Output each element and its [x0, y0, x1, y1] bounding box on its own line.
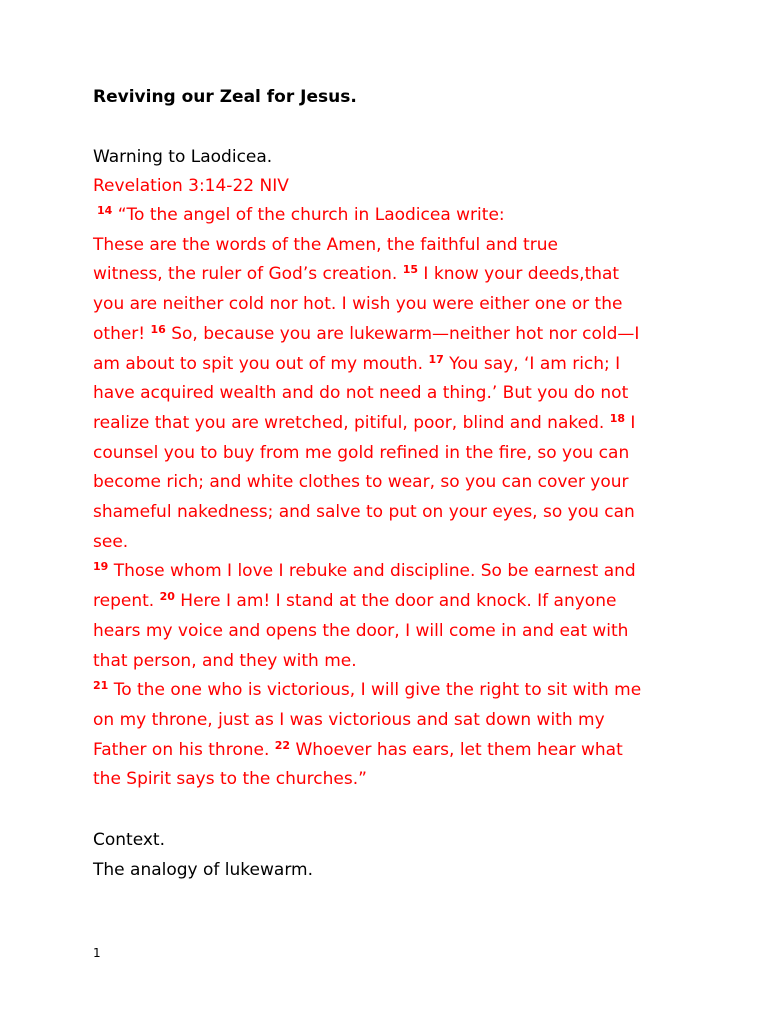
- passage-line: [93, 619, 628, 643]
- passage-line: [93, 767, 367, 791]
- passage-line: [93, 441, 629, 465]
- passage-line: [93, 500, 635, 524]
- verse-number: 16: [150, 322, 166, 336]
- verse-text: that person, and they with me.: [93, 650, 357, 671]
- verse-text: I know your deeds,that: [418, 264, 620, 285]
- verse-number: 14: [97, 204, 113, 217]
- verse-number: 18: [609, 411, 625, 425]
- verse-text: Whoever has ears, let them hear what: [290, 739, 623, 760]
- verse-text: You say, ‘I am rich; I: [443, 353, 621, 374]
- passage-line: [97, 203, 505, 227]
- verse-number: 15: [402, 263, 419, 277]
- passage-line: [93, 292, 622, 316]
- passage-line: [93, 381, 628, 405]
- verse-text: So, because you are lukewarm—neither hot nor cold—I: [165, 323, 640, 344]
- passage-line: [93, 411, 635, 435]
- section-heading: Warning to Laodicea.: [93, 147, 273, 167]
- passage-line: [93, 678, 641, 702]
- passage-line: [93, 559, 636, 583]
- verse-text: have acquired wealth and do not need a thing.’ But you do not: [93, 383, 629, 404]
- scripture-reference: Revelation 3:14-22 NIV: [93, 176, 289, 196]
- verse-text: counsel you to buy from me gold refined in the fire, so you can: [93, 442, 630, 463]
- context-heading: Context.: [93, 830, 166, 850]
- verse-text: the Spirit says to the churches.”: [93, 769, 367, 790]
- passage-line: [93, 530, 128, 554]
- passage-line: [93, 352, 620, 376]
- verse-number: 22: [274, 738, 291, 752]
- verse-text: These are the words of the Amen, the faithful and true: [93, 234, 558, 255]
- verse-text: on my throne, just as I was victorious and sat down with my: [93, 709, 605, 730]
- passage-line: [93, 649, 357, 673]
- verse-text: I: [625, 412, 636, 433]
- verse-text: Father on his throne.: [93, 739, 275, 760]
- verse-text: shameful nakedness; and salve to put on your eyes, so you can: [93, 502, 635, 522]
- verse-text: see.: [93, 531, 129, 552]
- passage-line: [93, 738, 623, 762]
- page-number: 1: [93, 946, 101, 960]
- verse-text: hears my voice and opens the door, I will come in and eat with: [93, 620, 629, 641]
- passage-line: [93, 589, 616, 613]
- analogy-heading: The analogy of lukewarm.: [93, 860, 313, 880]
- verse-text: To the one who is victorious, I will give the right to sit with me: [108, 680, 642, 701]
- verse-number: 21: [93, 679, 109, 693]
- verse-text: become rich; and white clothes to wear, so you can cover your: [93, 472, 629, 493]
- passage-line: [93, 470, 629, 494]
- verse-text: Here I am! I stand at the door and knock. If anyone: [174, 591, 617, 612]
- verse-text: you are neither cold nor hot. I wish you were either one or the: [93, 294, 623, 315]
- passage-line: [93, 233, 558, 257]
- verse-text: am about to spit you out of my mouth.: [93, 353, 429, 374]
- verse-text: witness, the ruler of God’s creation.: [93, 264, 403, 285]
- verse-text: realize that you are wretched, pitiful, poor, blind and naked.: [93, 412, 610, 433]
- verse-text: repent.: [93, 591, 160, 612]
- document-title: Reviving our Zeal for Jesus.: [93, 87, 357, 107]
- passage-line: [93, 322, 639, 346]
- verse-text: “To the angel of the church in Laodicea write:: [112, 205, 505, 225]
- verse-number: 17: [428, 352, 444, 366]
- verse-text: Those whom I love I rebuke and discipline. So be earnest and: [108, 561, 636, 582]
- verse-text: other!: [93, 323, 151, 344]
- verse-number: 19: [93, 560, 109, 574]
- passage-line: [93, 708, 605, 732]
- verse-number: 20: [159, 590, 175, 604]
- passage-line: [93, 262, 619, 286]
